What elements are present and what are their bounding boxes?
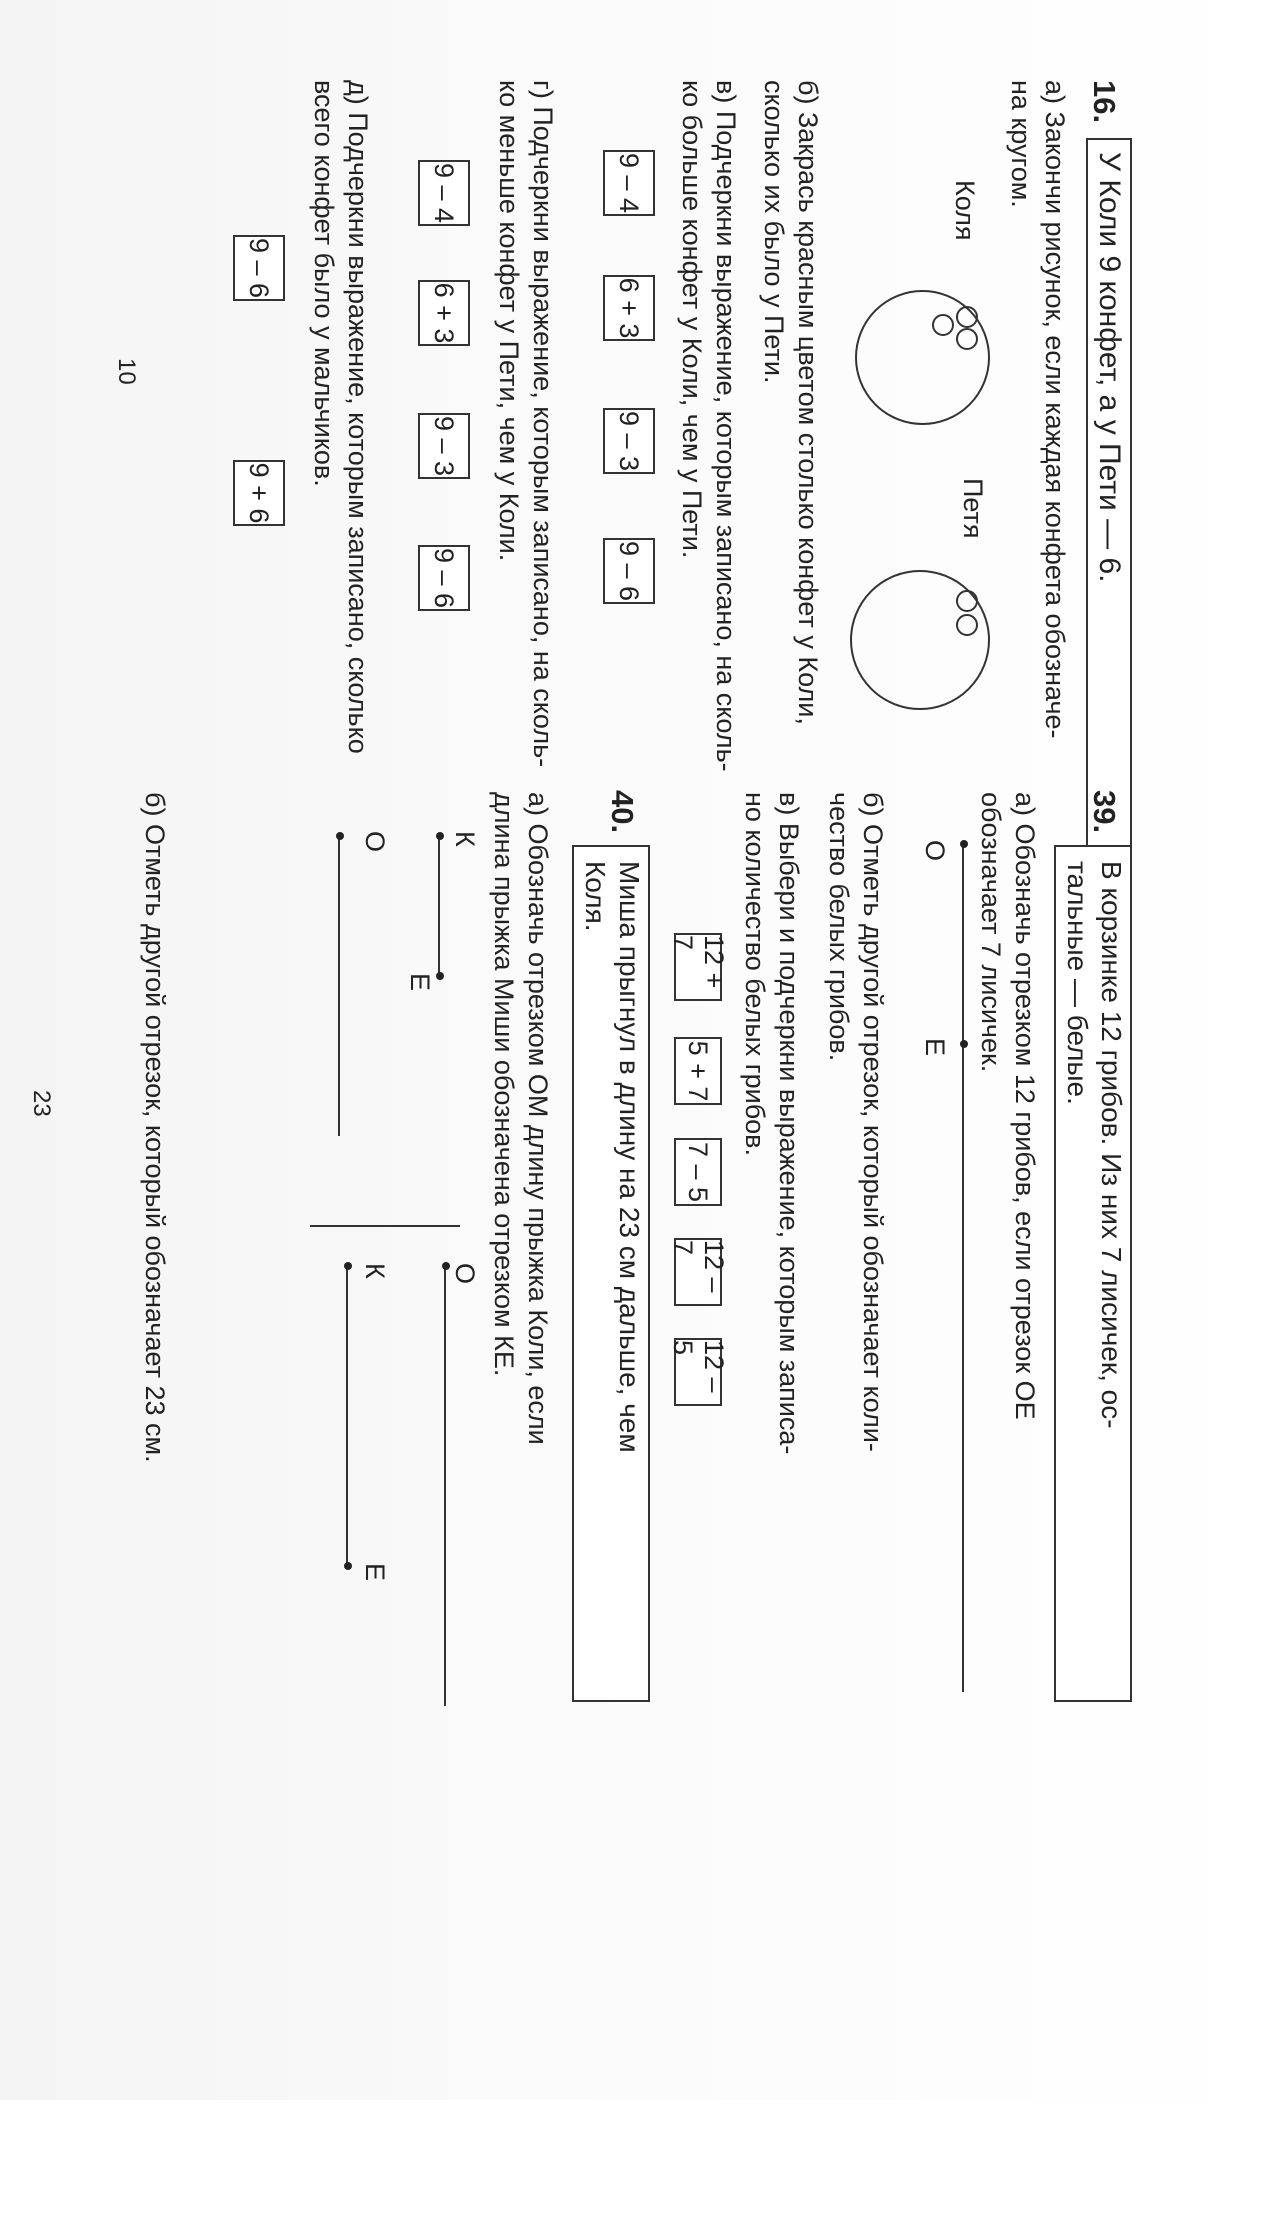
condition-line: Коля. — [580, 861, 611, 932]
point-k — [436, 832, 444, 840]
task-39-number: 39. — [1087, 790, 1122, 834]
point-e — [436, 972, 444, 980]
candy-circle — [956, 614, 978, 636]
condition-line: В корзинке 12 грибов. Из них 7 лисичек, ос- — [1096, 861, 1127, 1429]
candy-circle — [956, 590, 978, 612]
expression-option[interactable]: 6 + 3 — [418, 280, 470, 346]
task-16-a-line2: на кругом. — [1006, 80, 1036, 208]
segment-oe-line — [962, 844, 964, 1692]
expression-option[interactable]: 5 + 7 — [674, 1037, 722, 1105]
task-39-a-line1: а) Обозначь отрезком 12 грибов, если отрезок ОЕ — [1010, 792, 1040, 1420]
task-39-v-line2: но количество белых грибов. — [740, 792, 770, 1157]
expression-option[interactable]: 9 – 4 — [418, 160, 470, 226]
point-o — [442, 1262, 450, 1270]
point-label-k: К — [450, 831, 480, 847]
task-40-a-line2: длина прыжка Миши обозначена отрезком КЕ. — [489, 792, 519, 1377]
task-39-b-line2: чество белых грибов. — [824, 792, 854, 1062]
point-label-k: К — [360, 1263, 390, 1279]
task-16-g-line1: г) Подчеркни выражение, которым записано, на сколь- — [528, 80, 558, 768]
page-number: 10 — [113, 358, 140, 385]
task-40-a-line1: а) Обозначь отрезком ОМ длину прыжка Коли, если — [523, 792, 553, 1445]
candy-circle — [956, 328, 978, 350]
task-16-d-line2: всего конфет было у мальчиков. — [309, 80, 339, 487]
task-16-d-line1: д) Подчеркни выражение, которым записано, сколько — [343, 80, 373, 754]
segment-ke-line — [346, 1266, 348, 1566]
page-number: 23 — [28, 1090, 55, 1117]
candy-circle — [956, 306, 978, 328]
point-e — [960, 1040, 968, 1048]
point-label-o: О — [450, 1263, 480, 1285]
kolya-label: Коля — [950, 180, 980, 241]
task-39-a-line2: обозначает 7 лисичек. — [976, 792, 1006, 1073]
task-39-condition — [1054, 845, 1132, 1702]
point-label-e: Е — [920, 1038, 950, 1057]
expression-option[interactable]: 9 + 6 — [233, 460, 285, 526]
point-e — [344, 1562, 352, 1570]
task-16-b-line2: сколько их было у Пети. — [759, 80, 789, 384]
task-16-b-line1: б) Закрась красным цветом столько конфет у Коли, — [793, 80, 823, 725]
task-39-b-line1: б) Отметь другой отрезок, который обозначает коли- — [858, 792, 888, 1452]
expression-option[interactable]: 12 – 7 — [674, 1238, 722, 1306]
segment-o-line — [338, 836, 340, 1136]
task-40-number: 40. — [605, 790, 640, 834]
point-label-e: Е — [360, 1563, 390, 1582]
task-16-g-line2: ко меньше конфет у Пети, чем у Коли. — [494, 80, 524, 562]
kolya-circle — [855, 290, 990, 425]
divider — [310, 1225, 460, 1227]
point-o — [336, 832, 344, 840]
point-label-e: Е — [405, 973, 435, 992]
point-label-o: О — [920, 840, 950, 862]
condition-line: тальные — белые. — [1062, 861, 1093, 1105]
expression-option[interactable]: 9 – 3 — [603, 408, 655, 474]
expression-option[interactable]: 9 – 6 — [233, 235, 285, 301]
expression-option[interactable]: 12 – 5 — [674, 1338, 722, 1406]
expression-option[interactable]: 9 – 4 — [603, 150, 655, 216]
task-16-a-line1: а) Закончи рисунок, если каждая конфета обозначе- — [1040, 80, 1070, 739]
task-16-v-line2: ко больше конфет у Коли, чем у Пети. — [677, 80, 707, 559]
rotated-spread — [10, 80, 1140, 2220]
petya-label: Петя — [958, 478, 988, 539]
candy-circle — [932, 314, 954, 336]
petya-circle — [850, 570, 990, 710]
task-16-condition: У Коли 9 конфет, а у Пети — 6. — [1086, 138, 1132, 876]
task-40-b-line1: б) Отметь другой отрезок, который обозначает 23 см. — [140, 792, 170, 1463]
task-16-number: 16. — [1087, 80, 1122, 124]
task-16-v-line1: в) Подчеркни выражение, которым записано, на сколь- — [711, 80, 741, 772]
expression-option[interactable]: 12 + 7 — [674, 933, 722, 1001]
expression-option[interactable]: 9 – 6 — [418, 545, 470, 611]
expression-option[interactable]: 9 – 6 — [603, 538, 655, 604]
point-o — [960, 840, 968, 848]
expression-option[interactable]: 9 – 3 — [418, 413, 470, 479]
expression-option[interactable]: 7 – 5 — [674, 1138, 722, 1206]
expression-option[interactable]: 6 + 3 — [603, 275, 655, 341]
segment-o-line — [444, 1266, 446, 1706]
segment-ke-line — [438, 836, 440, 976]
point-label-o: О — [360, 831, 390, 853]
condition-line: Миша прыгнул в длину на 23 см дальше, чем — [614, 861, 645, 1453]
task-40-condition — [572, 845, 650, 1702]
point-k — [344, 1262, 352, 1270]
task-39-v-line1: в) Выбери и подчеркни выражение, которым записа- — [774, 792, 804, 1455]
